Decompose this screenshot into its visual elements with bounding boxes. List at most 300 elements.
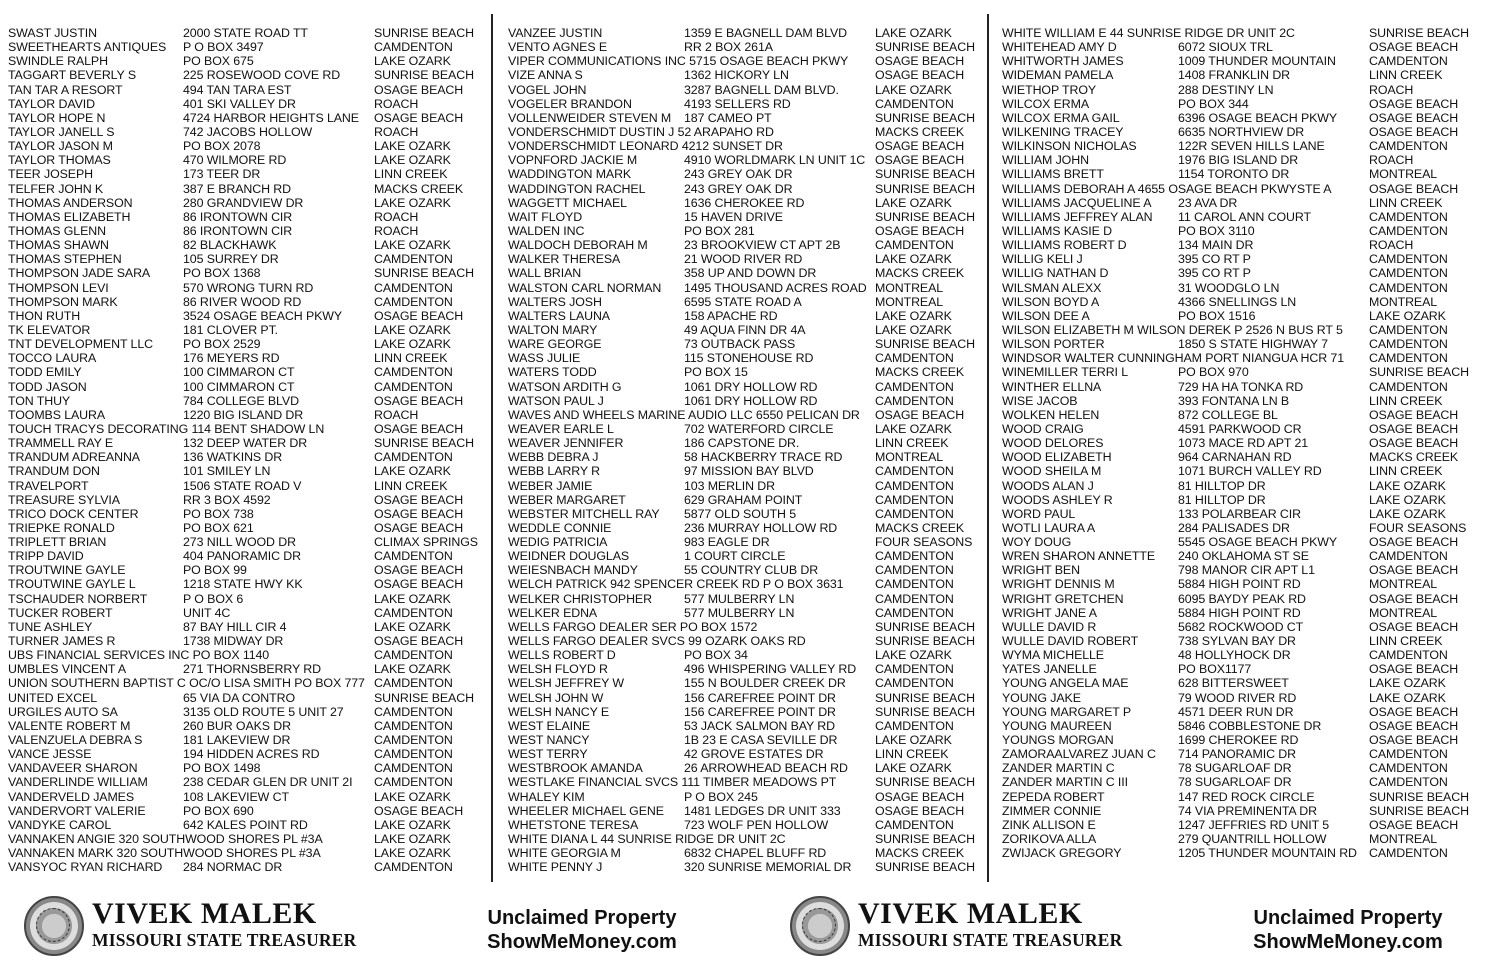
owner-name: ZANDER MARTIN C: [1002, 761, 1115, 776]
listing-row: [8, 719, 484, 733]
owner-city: OSAGE BEACH: [875, 223, 965, 238]
owner-address: PO BOX 970: [1178, 365, 1249, 380]
listing-row: [508, 125, 980, 139]
owner-city: CAMDENTON: [374, 450, 453, 465]
owner-address: 358 UP AND DOWN DR: [684, 266, 817, 281]
promo-block: [1228, 906, 1468, 954]
owner-address: 6635 NORTHVIEW DR: [1178, 124, 1305, 139]
owner-name: WEST ELAINE: [508, 718, 590, 733]
owner-city: SUNRISE BEACH: [374, 68, 474, 83]
owner-city: LAKE OZARK: [374, 846, 451, 861]
owner-city: SUNRISE BEACH: [875, 40, 975, 55]
owner-city: CAMDENTON: [374, 704, 453, 719]
owner-name: VENTO AGNES E: [508, 40, 608, 55]
owner-name: WEAVER EARLE L: [508, 421, 614, 436]
owner-address: 74 VIA PREMINENTA DR: [1178, 803, 1317, 818]
owner-city: CAMDENTON: [1369, 139, 1448, 154]
listing-row: [508, 662, 980, 676]
listing-row: [508, 790, 980, 804]
listing-row: [508, 521, 980, 535]
listing-row: [1002, 818, 1492, 832]
owner-name: ZORIKOVA ALLA: [1002, 832, 1097, 847]
owner-name: TAGGART BEVERLY S: [8, 68, 136, 83]
owner-city: CAMDENTON: [374, 733, 453, 748]
owner-name: WEST TERRY: [508, 747, 588, 762]
listing-row: [1002, 846, 1492, 860]
listing-row: [1002, 577, 1492, 591]
owner-name: WEBSTER MITCHELL RAY: [508, 506, 660, 521]
missouri-seal-icon: [24, 896, 84, 956]
owner-name: UNION SOUTHERN BAPTIST C OC/O LISA SMITH PO BOX 777: [8, 676, 365, 691]
owner-name: UMBLES VINCENT A: [8, 662, 126, 677]
owner-city: CAMDENTON: [374, 294, 453, 309]
owner-address: 11 CAROL ANN COURT: [1178, 209, 1311, 224]
treasurer-name: VIVEK MALEK: [92, 897, 317, 930]
owner-name: WULLE DAVID R: [1002, 619, 1097, 634]
owner-address: 6396 OSAGE BEACH PKWY: [1178, 110, 1338, 125]
listing-row: [1002, 422, 1492, 436]
listing-row: [1002, 804, 1492, 818]
owner-city: OSAGE BEACH: [374, 308, 464, 323]
owner-city: SUNRISE BEACH: [374, 690, 474, 705]
listing-row: [8, 266, 484, 280]
owner-name: WYMA MICHELLE: [1002, 648, 1104, 663]
owner-city: CAMDENTON: [1369, 549, 1448, 564]
owner-name: WELSH JOHN W: [508, 690, 604, 705]
owner-name: TNT DEVELOPMENT LLC: [8, 337, 153, 352]
owner-address: 1009 THUNDER MOUNTAIN: [1178, 54, 1336, 69]
owner-address: P O BOX 3497: [183, 40, 264, 55]
owner-address: 570 WRONG TURN RD: [183, 280, 314, 295]
owner-city: FOUR SEASONS: [1369, 520, 1467, 535]
owner-city: OSAGE BEACH: [875, 407, 965, 422]
owner-city: OSAGE BEACH: [1369, 718, 1459, 733]
owner-city: OSAGE BEACH: [1369, 124, 1459, 139]
owner-city: CAMDENTON: [374, 40, 453, 55]
owner-name: WALL BRIAN: [508, 266, 582, 281]
listing-row: [508, 450, 980, 464]
owner-city: OSAGE BEACH: [374, 82, 464, 97]
owner-name: TAYLOR JASON M: [8, 139, 113, 154]
owner-address: 5682 ROCKWOOD CT: [1178, 619, 1304, 634]
listing-row: [1002, 493, 1492, 507]
owner-city: CAMDENTON: [875, 238, 954, 253]
listing-row: [8, 860, 484, 874]
owner-name: WESTBROOK AMANDA: [508, 761, 643, 776]
owner-name: VIZE ANNA S: [508, 68, 583, 83]
owner-name: THOMAS GLENN: [8, 223, 106, 238]
owner-city: MONTREAL: [875, 450, 944, 465]
owner-address: 103 MERLIN DR: [684, 478, 775, 493]
owner-name: VANSYOC RYAN RICHARD: [8, 860, 163, 875]
owner-city: CAMDENTON: [875, 577, 954, 592]
owner-city: LAKE OZARK: [374, 139, 451, 154]
listing-row: [508, 436, 980, 450]
owner-address: 5877 OLD SOUTH 5: [684, 506, 797, 521]
owner-name: WELKER CHRISTOPHER: [508, 591, 652, 606]
owner-address: 577 MULBERRY LN: [684, 605, 795, 620]
owner-name: WESTLAKE FINANCIAL SVCS 111 TIMBER MEADOWS PT: [508, 775, 837, 790]
owner-city: LAKE OZARK: [875, 195, 952, 210]
listing-row: [8, 450, 484, 464]
listing-row: [1002, 224, 1492, 238]
listing-row: [508, 182, 980, 196]
owner-city: LAKE OZARK: [374, 662, 451, 677]
owner-city: CAMDENTON: [875, 393, 954, 408]
listing-row: [8, 365, 484, 379]
owner-city: ROACH: [374, 407, 419, 422]
owner-city: LINN CREEK: [374, 478, 448, 493]
listing-row: [1002, 238, 1492, 252]
treasurer-title: MISSOURI STATE TREASURER: [92, 930, 357, 950]
owner-city: LAKE OZARK: [374, 153, 451, 168]
owner-city: SUNRISE BEACH: [875, 690, 975, 705]
owner-city: LAKE OZARK: [875, 761, 952, 776]
owner-address: 320 SUNRISE MEMORIAL DR: [684, 860, 852, 875]
listing-row: [1002, 648, 1492, 662]
owner-address: 133 POLARBEAR CIR: [1178, 506, 1301, 521]
owner-address: 105 SURREY DR: [183, 252, 279, 267]
owner-address: 496 WHISPERING VALLEY RD: [684, 662, 857, 677]
owner-city: LAKE OZARK: [1369, 478, 1446, 493]
owner-name: WILLIAMS KASIE D: [1002, 223, 1112, 238]
listing-row: [1002, 266, 1492, 280]
owner-city: CAMDENTON: [374, 860, 453, 875]
owner-name: TSCHAUDER NORBERT: [8, 591, 148, 606]
column-divider: [491, 14, 493, 882]
owner-name: TOOMBS LAURA: [8, 407, 106, 422]
owner-address: 97 MISSION BAY BLVD: [684, 464, 814, 479]
listing-row: [508, 804, 980, 818]
owner-city: SUNRISE BEACH: [374, 26, 474, 40]
owner-city: MACKS CREEK: [875, 520, 965, 535]
owner-name: TAN TAR A RESORT: [8, 82, 123, 97]
owner-name: SWAST JUSTIN: [8, 26, 97, 40]
listing-row: [1002, 620, 1492, 634]
owner-address: 1362 HICKORY LN: [684, 68, 789, 83]
owner-address: 470 WILMORE RD: [183, 153, 287, 168]
listing-row: [8, 238, 484, 252]
owner-address: 628 BITTERSWEET: [1178, 676, 1289, 691]
owner-address: 86 IRONTOWN CIR: [183, 209, 293, 224]
owner-address: 1073 MACE RD APT 21: [1178, 436, 1309, 451]
owner-name: TAYLOR DAVID: [8, 96, 95, 111]
owner-city: CAMDENTON: [875, 718, 954, 733]
owner-address: 401 SKI VALLEY DR: [183, 96, 296, 111]
promo-website-link[interactable]: ShowMeMoney.com: [487, 931, 677, 953]
owner-address: 4591 PARKWOOD CR: [1178, 421, 1302, 436]
listing-row: [8, 577, 484, 591]
owner-city: LAKE OZARK: [374, 464, 451, 479]
owner-city: OSAGE BEACH: [374, 110, 464, 125]
owner-name: VOLLENWEIDER STEVEN M: [508, 110, 672, 125]
listing-row: [508, 620, 980, 634]
owner-address: 238 CEDAR GLEN DR UNIT 2I: [183, 775, 353, 790]
owner-address: 1154 TORONTO DR: [1178, 167, 1290, 182]
owner-name: WELSH FLOYD R: [508, 662, 608, 677]
listing-row: [508, 606, 980, 620]
owner-city: LAKE OZARK: [374, 322, 451, 337]
listing-row: [8, 408, 484, 422]
listing-row: [508, 26, 980, 40]
owner-address: 1247 JEFFRIES RD UNIT 5: [1178, 817, 1330, 832]
owner-name: TRIPP DAVID: [8, 549, 84, 564]
owner-name: WIDEMAN PAMELA: [1002, 68, 1114, 83]
owner-name: WRIGHT GRETCHEN: [1002, 591, 1124, 606]
listing-row: [508, 97, 980, 111]
owner-address: 158 APACHE RD: [684, 308, 778, 323]
owner-name: WALSTON CARL NORMAN: [508, 280, 662, 295]
owner-name: VANDERVORT VALERIE: [8, 803, 146, 818]
owner-city: SUNRISE BEACH: [875, 337, 975, 352]
owner-name: TRANDUM ADREANNA: [8, 450, 140, 465]
listing-row: [508, 676, 980, 690]
listing-row: [1002, 111, 1492, 125]
owner-address: 1408 FRANKLIN DR: [1178, 68, 1291, 83]
owner-address: 393 FONTANA LN B: [1178, 393, 1290, 408]
listing-row: [1002, 747, 1492, 761]
listing-row: [508, 266, 980, 280]
owner-name: WHITE GEORGIA M: [508, 846, 621, 861]
owner-city: OSAGE BEACH: [1369, 704, 1459, 719]
owner-address: 134 MAIN DR: [1178, 238, 1254, 253]
owner-name: VANCE JESSE: [8, 747, 92, 762]
owner-city: LINN CREEK: [875, 747, 949, 762]
owner-name: WELSH JEFFREY W: [508, 676, 624, 691]
listing-row: [1002, 309, 1492, 323]
listing-row: [508, 380, 980, 394]
owner-city: LAKE OZARK: [875, 26, 952, 40]
listing-row: [1002, 97, 1492, 111]
owner-address: 1 COURT CIRCLE: [684, 549, 786, 564]
owner-address: 279 QUANTRILL HOLLOW: [1178, 832, 1327, 847]
owner-city: CAMDENTON: [374, 280, 453, 295]
owner-name: VANDERVELD JAMES: [8, 789, 135, 804]
listing-row: [1002, 464, 1492, 478]
owner-city: OSAGE BEACH: [1369, 662, 1459, 677]
owner-city: FOUR SEASONS: [875, 535, 973, 550]
listing-row: [8, 125, 484, 139]
owner-name: TEER JOSEPH: [8, 167, 93, 182]
owner-city: CAMDENTON: [374, 761, 453, 776]
owner-city: LAKE OZARK: [875, 82, 952, 97]
promo-website-link[interactable]: ShowMeMoney.com: [1253, 931, 1443, 953]
owner-name: UNITED EXCEL: [8, 690, 97, 705]
owner-address: 494 TAN TARA EST: [183, 82, 292, 97]
listing-row: [508, 295, 980, 309]
listing-row: [508, 83, 980, 97]
listing-row: [1002, 606, 1492, 620]
owner-name: WREN SHARON ANNETTE: [1002, 549, 1155, 564]
owner-name: WALTON MARY: [508, 322, 598, 337]
owner-name: WILKENING TRACEY: [1002, 124, 1124, 139]
listing-row: [1002, 507, 1492, 521]
owner-city: MACKS CREEK: [374, 181, 464, 196]
owner-city: CAMDENTON: [875, 563, 954, 578]
owner-address: 6095 BAYDY PEAK RD: [1178, 591, 1306, 606]
listing-row: [1002, 521, 1492, 535]
listing-row: [508, 818, 980, 832]
owner-city: SUNRISE BEACH: [875, 110, 975, 125]
owner-name: VALENTE ROBERT M: [8, 718, 131, 733]
owner-city: LINN CREEK: [374, 351, 448, 366]
owner-address: PO BOX 621: [183, 520, 254, 535]
owner-name: WILLIG KELI J: [1002, 252, 1083, 267]
owner-address: 5846 COBBLESTONE DR: [1178, 718, 1322, 733]
owner-address: 132 DEEP WATER DR: [183, 436, 308, 451]
treasurer-title: MISSOURI STATE TREASURER: [858, 930, 1123, 950]
owner-name: WRIGHT DENNIS M: [1002, 577, 1115, 592]
listing-row: [8, 167, 484, 181]
owner-city: CAMDENTON: [875, 506, 954, 521]
owner-address: 87 BAY HILL CIR 4: [183, 619, 287, 634]
owner-city: OSAGE BEACH: [1369, 40, 1459, 55]
listing-row: [8, 68, 484, 82]
owner-city: CAMDENTON: [1369, 351, 1448, 366]
owner-city: ROACH: [374, 96, 419, 111]
listing-row: [508, 634, 980, 648]
owner-city: OSAGE BEACH: [875, 803, 965, 818]
owner-city: CAMDENTON: [1369, 337, 1448, 352]
listing-row: [8, 493, 484, 507]
listing-row: [8, 153, 484, 167]
owner-address: 1220 BIG ISLAND DR: [183, 407, 304, 422]
listing-row: [8, 549, 484, 563]
owner-city: LAKE OZARK: [374, 789, 451, 804]
owner-city: MACKS CREEK: [875, 846, 965, 861]
listing-row: [508, 747, 980, 761]
owner-city: CAMDENTON: [875, 492, 954, 507]
owner-name: THOMAS ANDERSON: [8, 195, 133, 210]
listing-row: [1002, 436, 1492, 450]
owner-address: 872 COLLEGE BL: [1178, 407, 1278, 422]
owner-city: SUNRISE BEACH: [1369, 789, 1469, 804]
owner-name: WELCH PATRICK 942 SPENCER CREEK RD P O BOX 3631: [508, 577, 844, 592]
owner-address: 108 LAKEVIEW CT: [183, 789, 289, 804]
owner-address: PO BOX 675: [183, 54, 254, 69]
listing-row: [8, 224, 484, 238]
owner-address: 156 CAREFREE POINT DR: [684, 704, 836, 719]
owner-name: WEBB DEBRA J: [508, 450, 599, 465]
owner-city: OSAGE BEACH: [1369, 563, 1459, 578]
listing-row: [8, 394, 484, 408]
owner-address: 243 GREY OAK DR: [684, 167, 793, 182]
owner-address: 240 OKLAHOMA ST SE: [1178, 549, 1309, 564]
owner-name: THOMPSON JADE SARA: [8, 266, 151, 281]
owner-city: OSAGE BEACH: [1369, 110, 1459, 125]
owner-city: SUNRISE BEACH: [875, 181, 975, 196]
owner-city: OSAGE BEACH: [1369, 436, 1459, 451]
listing-row: [508, 648, 980, 662]
owner-address: 100 CIMMARON CT: [183, 365, 295, 380]
owner-name: YOUNG JAKE: [1002, 690, 1081, 705]
owner-address: 147 RED ROCK CIRCLE: [1178, 789, 1315, 804]
listing-row: [1002, 83, 1492, 97]
owner-city: MONTREAL: [1369, 832, 1438, 847]
owner-city: LAKE OZARK: [1369, 308, 1446, 323]
owner-name: TRICO DOCK CENTER: [8, 506, 139, 521]
owner-city: LAKE OZARK: [374, 195, 451, 210]
owner-city: LAKE OZARK: [374, 591, 451, 606]
owner-name: WINEMILLER TERRI L: [1002, 365, 1129, 380]
owner-name: WELLS FARGO DEALER SVCS 99 OZARK OAKS RD: [508, 634, 806, 649]
listing-row: [1002, 535, 1492, 549]
listing-row: [508, 210, 980, 224]
listing-row: [1002, 563, 1492, 577]
listing-row: [1002, 68, 1492, 82]
owner-address: 742 JACOBS HOLLOW: [183, 124, 313, 139]
owner-city: CAMDENTON: [374, 747, 453, 762]
listing-row: [8, 662, 484, 676]
owner-address: PO BOX 281: [684, 223, 755, 238]
owner-city: LAKE OZARK: [875, 308, 952, 323]
owner-city: CAMDENTON: [1369, 252, 1448, 267]
owner-name: VANNAKEN ANGIE 320 SOUTHWOOD SHORES PL #3A: [8, 832, 323, 847]
owner-name: WHITWORTH JAMES: [1002, 54, 1124, 69]
listing-row: [508, 252, 980, 266]
promo-heading: Unclaimed Property: [487, 907, 677, 929]
owner-city: LINN CREEK: [374, 167, 448, 182]
owner-name: ZEPEDA ROBERT: [1002, 789, 1105, 804]
owner-name: WAVES AND WHEELS MARINE AUDIO LLC 6550 PELICAN DR: [508, 407, 860, 422]
owner-name: WATERS TODD: [508, 365, 597, 380]
owner-address: 387 E BRANCH RD: [183, 181, 291, 196]
owner-address: 1636 CHEROKEE RD: [684, 195, 805, 210]
owner-city: SUNRISE BEACH: [1369, 365, 1469, 380]
owner-address: 284 PALISADES DR: [1178, 520, 1290, 535]
owner-name: WEDIG PATRICIA: [508, 535, 608, 550]
owner-city: LINN CREEK: [1369, 634, 1443, 649]
owner-name: THOMAS STEPHEN: [8, 252, 122, 267]
owner-name: VANZEE JUSTIN: [508, 26, 603, 40]
owner-city: SUNRISE BEACH: [875, 775, 975, 790]
owner-city: CAMDENTON: [1369, 648, 1448, 663]
listing-row: [508, 111, 980, 125]
owner-city: CAMDENTON: [1369, 775, 1448, 790]
listing-row: [8, 464, 484, 478]
owner-city: OSAGE BEACH: [1369, 817, 1459, 832]
owner-name: TROUTWINE GAYLE: [8, 563, 126, 578]
listing-row: [508, 719, 980, 733]
owner-address: 136 WATKINS DR: [183, 450, 283, 465]
listing-row: [8, 380, 484, 394]
owner-name: WAIT FLOYD: [508, 209, 583, 224]
owner-address: 65 VIA DA CONTRO: [183, 690, 296, 705]
treasurer-brand: [858, 898, 1122, 950]
listing-row: [8, 620, 484, 634]
owner-name: YOUNG MARGARET P: [1002, 704, 1131, 719]
owner-address: PO BOX 2078: [183, 139, 261, 154]
owner-name: WEAVER JENNIFER: [508, 436, 624, 451]
owner-city: CAMDENTON: [374, 718, 453, 733]
listing-row: [1002, 351, 1492, 365]
owner-name: ZIMMER CONNIE: [1002, 803, 1102, 818]
owner-city: LAKE OZARK: [374, 619, 451, 634]
listing-row: [508, 408, 980, 422]
owner-address: 395 CO RT P: [1178, 266, 1251, 281]
owner-city: OSAGE BEACH: [374, 492, 464, 507]
listing-column-2: [508, 26, 980, 874]
listing-row: [8, 54, 484, 68]
promo-block: [462, 906, 702, 954]
owner-city: SUNRISE BEACH: [875, 860, 975, 875]
owner-name: VOGEL JOHN: [508, 82, 587, 97]
owner-address: 1481 LEDGES DR UNIT 333: [684, 803, 841, 818]
owner-address: 5545 OSAGE BEACH PKWY: [1178, 535, 1338, 550]
owner-address: PO BOX 2529: [183, 337, 261, 352]
owner-name: WILKINSON NICHOLAS: [1002, 139, 1137, 154]
owner-address: PO BOX 34: [684, 648, 748, 663]
